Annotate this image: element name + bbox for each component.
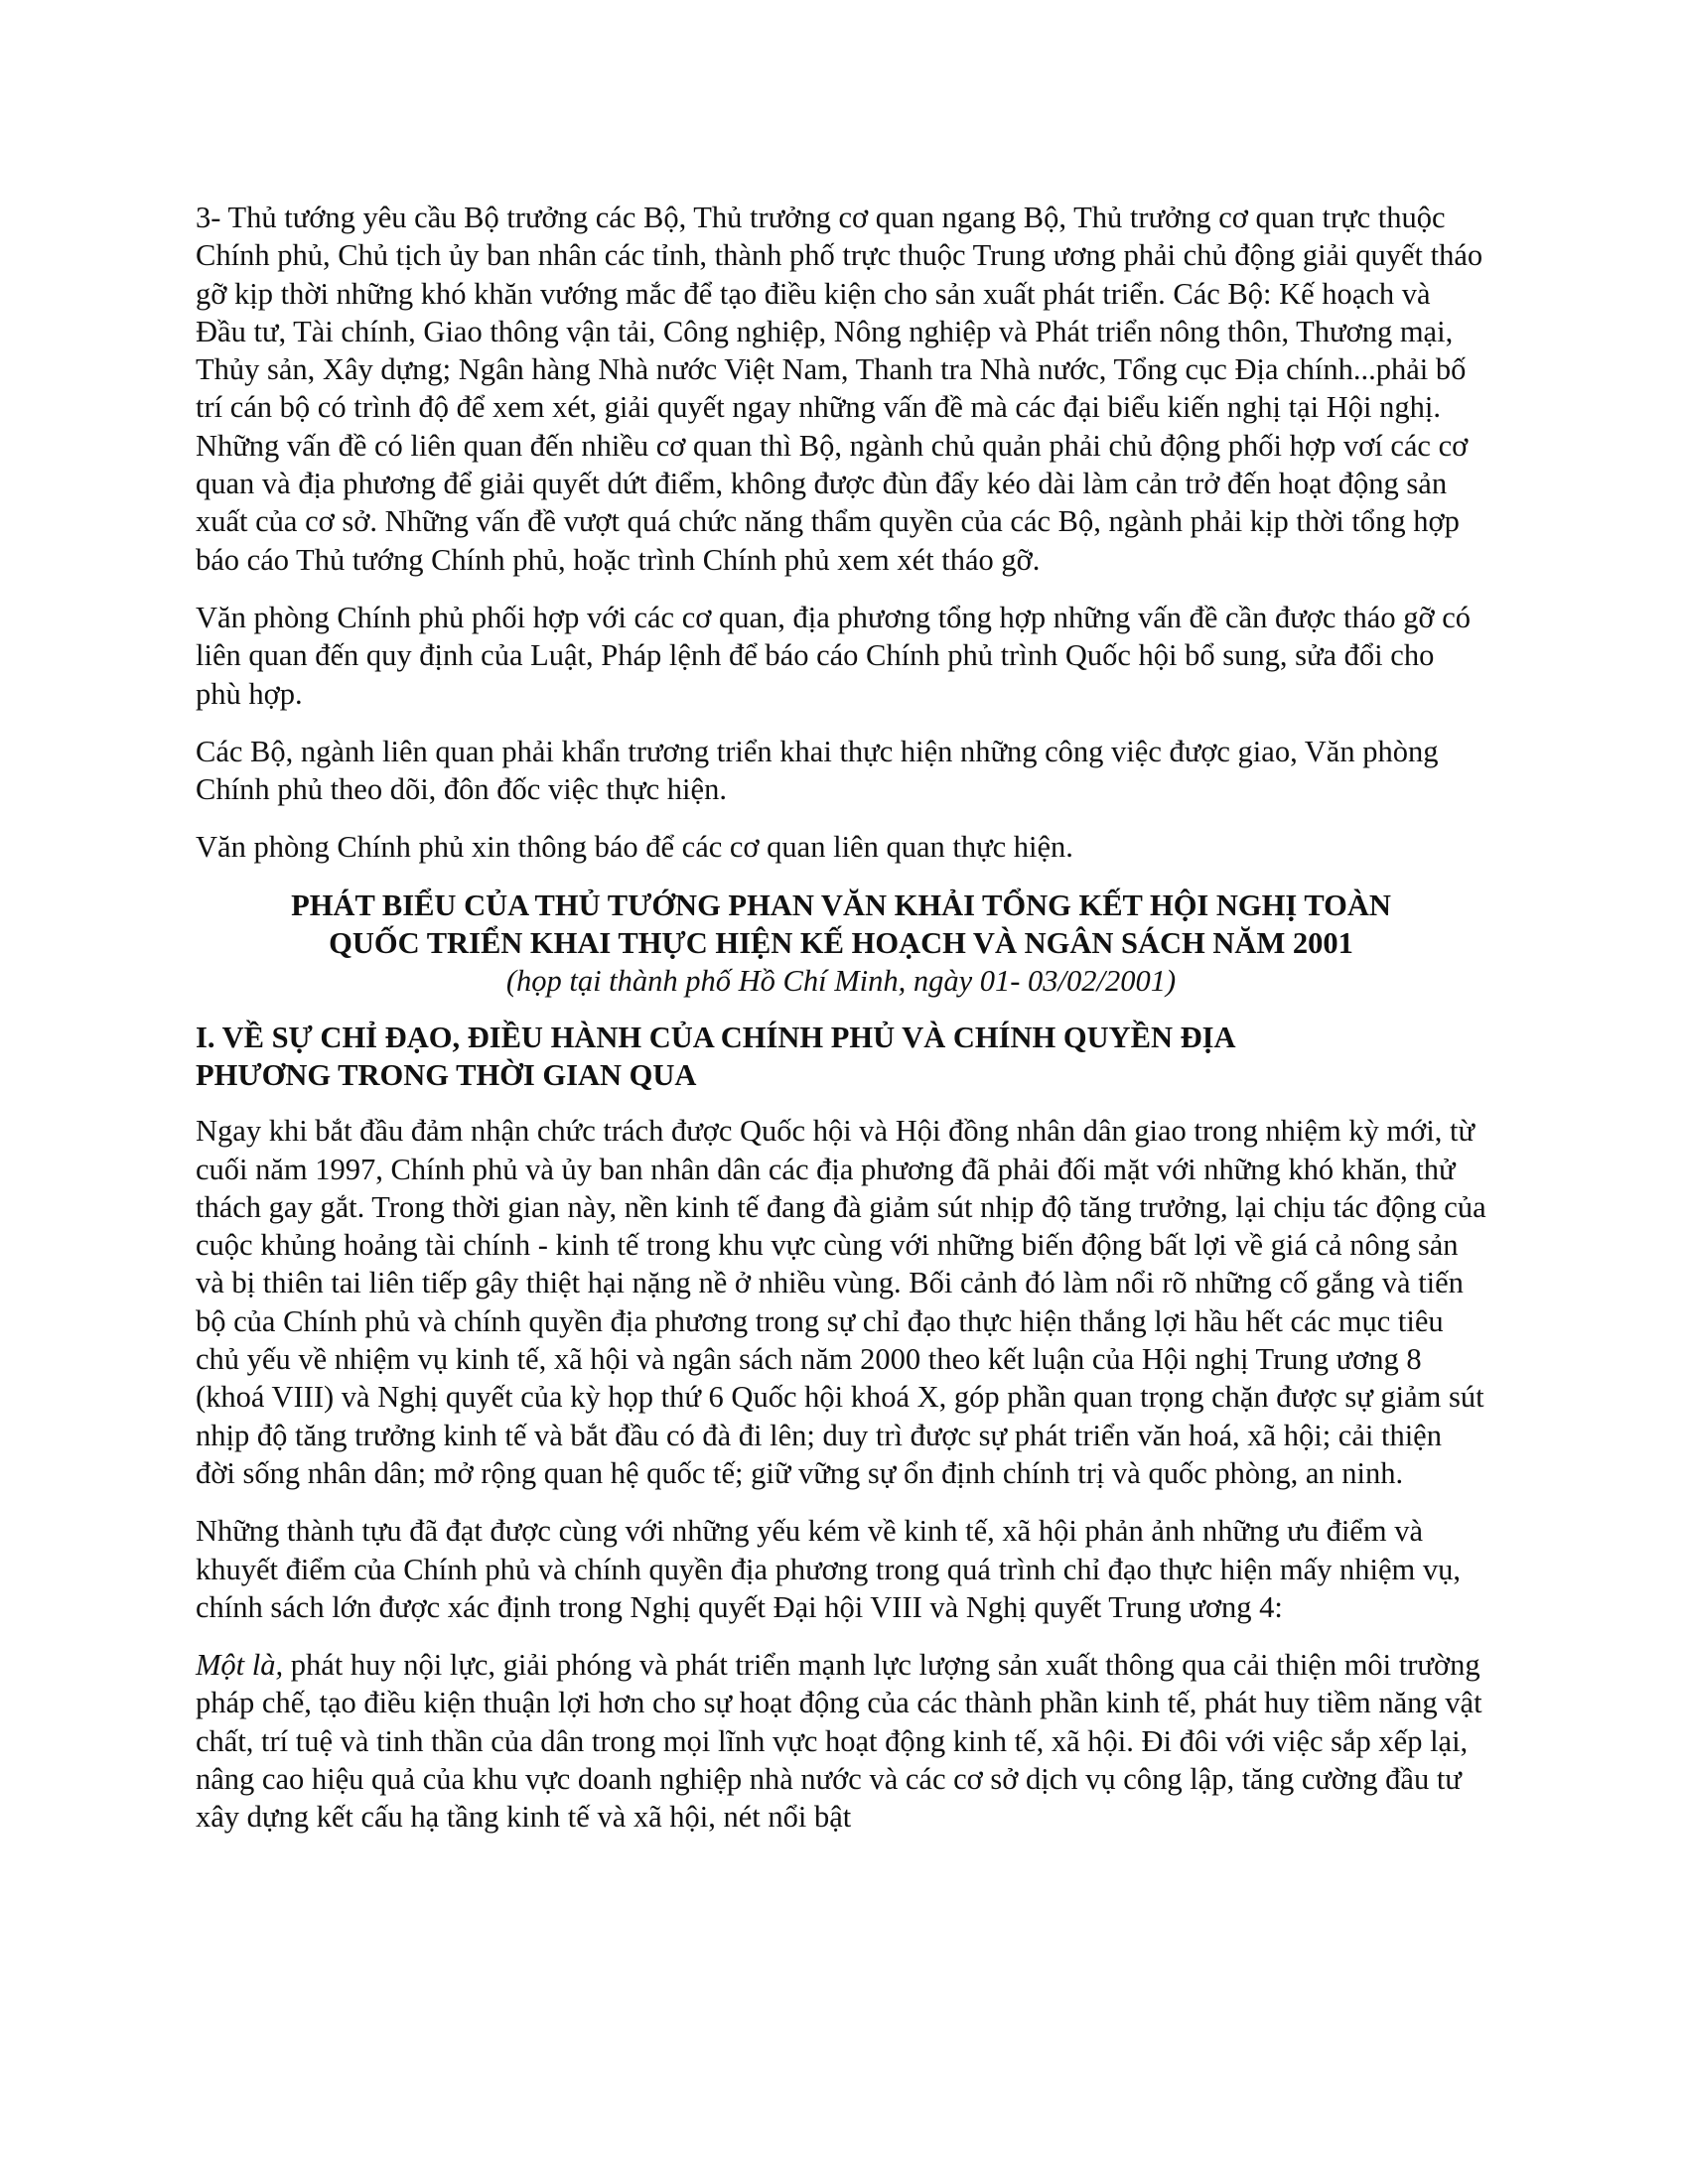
paragraph-notice: Văn phòng Chính phủ xin thông báo để các cơ quan liên quan thực hiện. — [196, 830, 1073, 865]
speech-title — [196, 887, 1486, 1001]
section-heading-1 — [196, 1019, 1486, 1095]
paragraph-government-office-coordination: Văn phòng Chính phủ phối hợp với các cơ quan, địa phương tổng hợp những vấn đề cần được tháo gỡ có liên quan đến quy định của Luật, Pháp lệnh để báo cáo Chính phủ trình Quốc hội bổ sung, sửa đổi cho phù hợp. — [196, 600, 1471, 711]
first-point-lead: Một là, — [196, 1648, 284, 1683]
section-heading-line-1: I. VỀ SỰ CHỈ ĐẠO, ĐIỀU HÀNH CỦA CHÍNH PHỦ VÀ CHÍNH QUYỀN ĐỊA — [196, 1020, 1236, 1054]
paragraph-directive-3: 3- Thủ tướng yêu cầu Bộ trưởng các Bộ, Thủ trưởng cơ quan ngang Bộ, Thủ trưởng cơ quan trực thuộc Chính phủ, Chủ tịch ủy ban nhân các tỉnh, thành phố trực thuộc Trung ương phải chủ động giải quyết tháo gỡ kịp thời những khó khăn vướng mắc để tạo điều kiện cho sản xuất phát triển. Các Bộ: Kế hoạch và Đầu tư, Tài chính, Giao thông vận tải, Công nghiệp, Nông nghiệp và Phát triển nông thôn, Thương mại, Thủy sản, Xây dựng; Ngân hàng Nhà nước Việt Nam, Thanh tra Nhà nước, Tổng cục Địa chính...phải bố trí cán bộ có trình độ để xem xét, giải quyết ngay những vấn đề mà các đại biểu kiến nghị tại Hội nghị. Những vấn đề có liên quan đến nhiều cơ quan thì Bộ, ngành chủ quản phải chủ động phối hợp vơí các cơ quan và địa phương để giải quyết dứt điểm, không được đùn đẩy kéo dài làm cản trở đến hoạt động sản xuất của cơ sở. Những vấn đề vượt quá chức năng thẩm quyền của các Bộ, ngành phải kịp thời tổng hợp báo cáo Thủ tướng Chính phủ, hoặc trình Chính phủ xem xét tháo gỡ. — [196, 201, 1483, 577]
speech-title-line-2: QUỐC TRIỂN KHAI THỰC HIỆN KẾ HOẠCH VÀ NGÂN SÁCH NĂM 2001 — [329, 926, 1353, 961]
paragraph-first-point — [196, 1646, 1486, 1836]
speech-title-line-1: PHÁT BIỂU CỦA THỦ TƯỚNG PHAN VĂN KHẢI TỔNG KẾT HỘI NGHỊ TOÀN — [291, 887, 1391, 922]
first-point-body: phát huy nội lực, giải phóng và phát triển mạnh lực lượng sản xuất thông qua cải thiện môi trường pháp chế, tạo điều kiện thuận lợi hơn cho sự hoạt động của các thành phần kinh tế, phát huy tiềm năng vật chất, trí tuệ và tinh thần của dân trong mọi lĩnh vực hoạt động kinh tế, xã hội. Đi đôi với việc sắp xếp lại, nâng cao hiệu quả của khu vực doanh nghiệp nhà nước và các cơ sở dịch vụ công lập, tăng cường đầu tư xây dựng kết cấu hạ tầng kinh tế và xã hội, nét nổi bật — [196, 1648, 1482, 1835]
paragraph-achievements: Những thành tựu đã đạt được cùng với những yếu kém về kinh tế, xã hội phản ảnh những ưu điểm và khuyết điểm của Chính phủ và chính quyền địa phương trong quá trình chỉ đạo thực hiện mấy nhiệm vụ, chính sách lớn được xác định trong Nghị quyết Đại hội VIII và Nghị quyết Trung ương 4: — [196, 1514, 1462, 1624]
paragraph-context: Ngay khi bắt đầu đảm nhận chức trách được Quốc hội và Hội đồng nhân dân giao trong nhiệm kỳ mới, từ cuối năm 1997, Chính phủ và ủy ban nhân dân các địa phương đã phải đối mặt với những khó khăn, thử thách gay gắt. Trong thời gian này, nền kinh tế đang đà giảm sút nhịp độ tăng trưởng, lại chịu tác động của cuộc khủng hoảng tài chính - kinh tế trong khu vực cùng với những biến động bất lợi về giá cả nông sản và bị thiên tai liên tiếp gây thiệt hại nặng nề ở nhiều vùng. Bối cảnh đó làm nổi rõ những cố gắng và tiến bộ của Chính phủ và chính quyền địa phương trong sự chỉ đạo thực hiện thắng lợi hầu hết các mục tiêu chủ yếu về nhiệm vụ kinh tế, xã hội và ngân sách năm 2000 theo kết luận của Hội nghị Trung ương 8 (khoá VIII) và Nghị quyết của kỳ họp thứ 6 Quốc hội khoá X, góp phần quan trọng chặn được sự giảm sút nhịp độ tăng trưởng kinh tế và bắt đầu có đà đi lên; duy trì được sự phát triển văn hoá, xã hội; cải thiện đời sống nhân dân; mở rộng quan hệ quốc tế; giữ vững sự ổn định chính trị và quốc phòng, an ninh. — [196, 1114, 1486, 1490]
document-page — [196, 199, 1486, 1856]
section-heading-line-2: PHƯƠNG TRONG THỜI GIAN QUA — [196, 1057, 697, 1092]
paragraph-ministries-implementation: Các Bộ, ngành liên quan phải khẩn trương triển khai thực hiện những công việc được giao, Văn phòng Chính phủ theo dõi, đôn đốc việc thực hiện. — [196, 734, 1439, 807]
speech-subtitle: (họp tại thành phố Hồ Chí Minh, ngày 01- 03/02/2001) — [505, 964, 1177, 999]
